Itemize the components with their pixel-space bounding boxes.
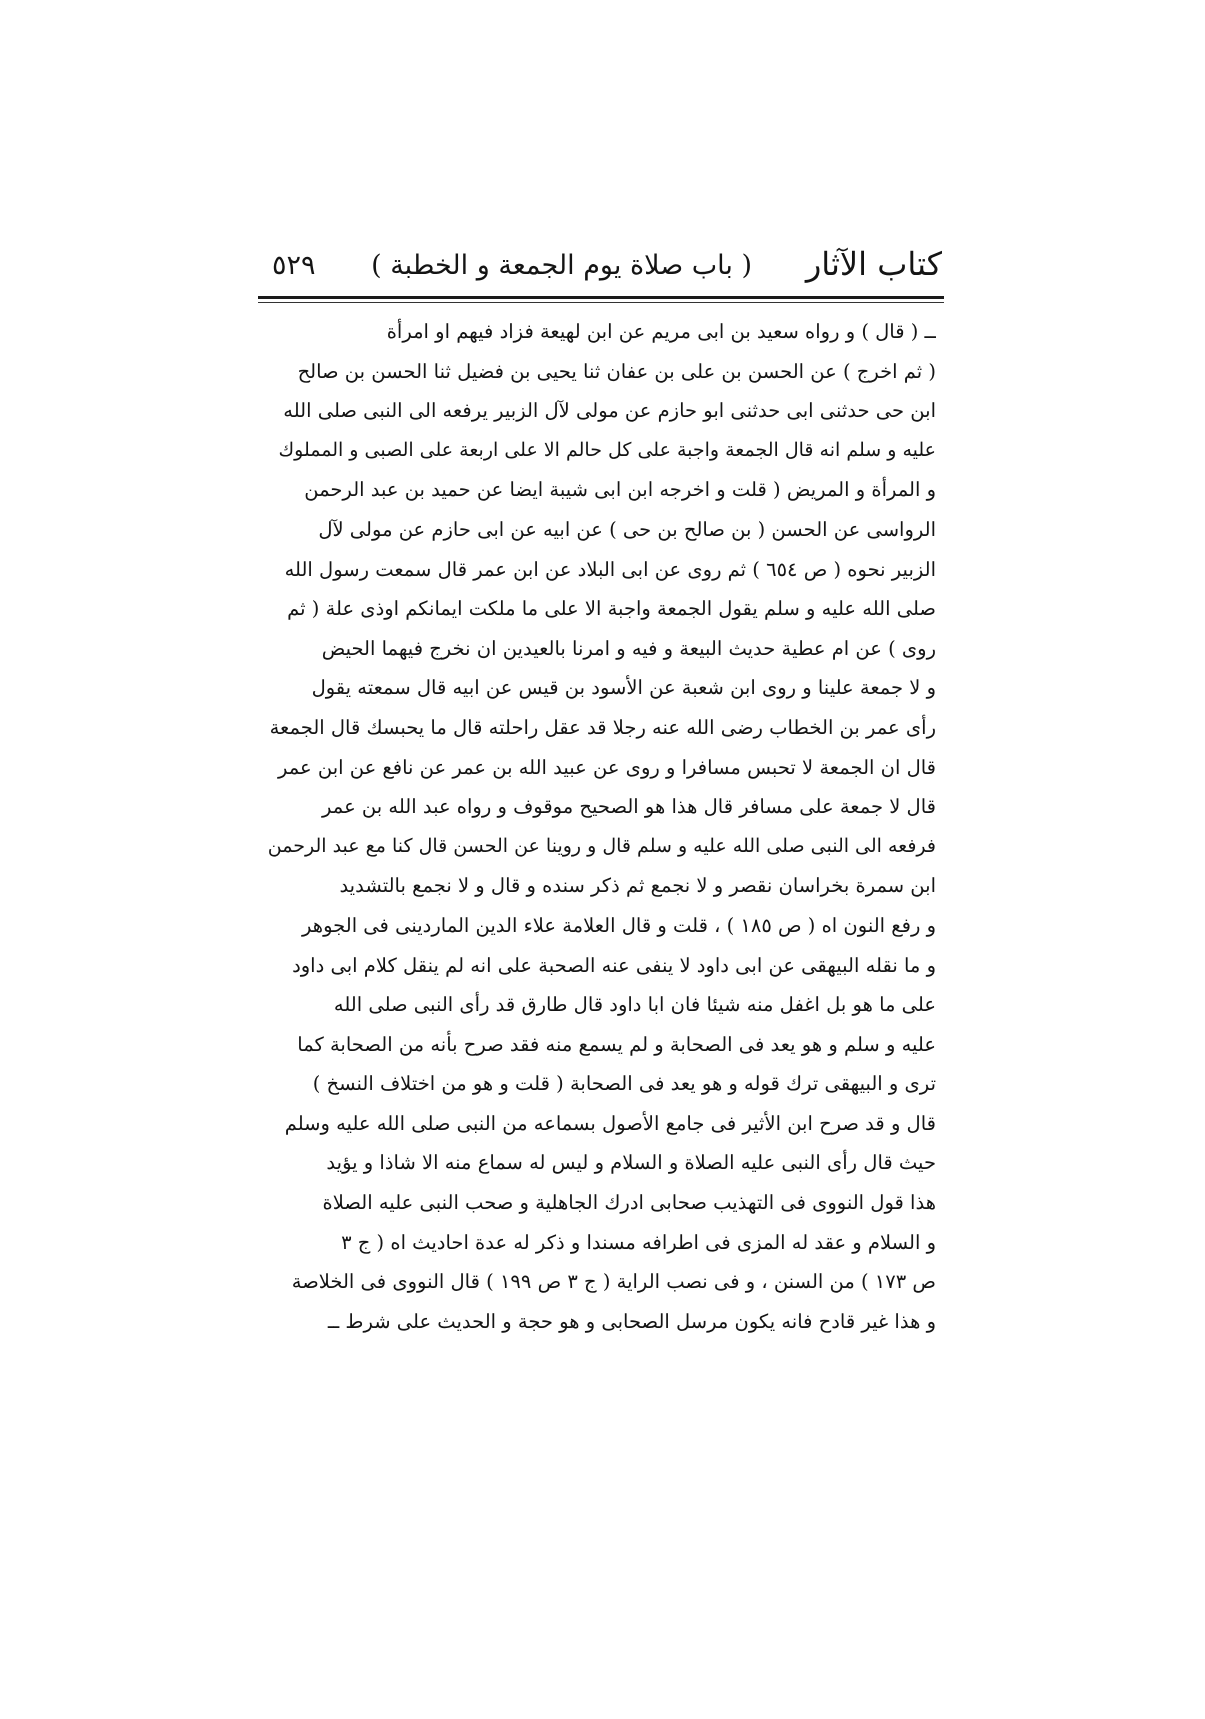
page-number: ٥٢٩: [272, 250, 316, 281]
text-line: الرواسى عن الحسن ( بن صالح بن حى ) عن ابيه عن ابى حازم عن مولى لآل: [318, 517, 936, 541]
text-line: و لا جمعة علينا و روى ابن شعبة عن الأسود بن قيس عن ابيه قال سمعته يقول: [311, 676, 936, 700]
text-line: الزبير نحوه ( ص ٦٥٤ ) ثم روى عن ابى البلاد عن ابن عمر قال سمعت رسول الله: [284, 557, 936, 581]
text-line: حيث قال رأى النبى عليه الصلاة و السلام و ليس له سماع منه الا شاذا و يؤيد: [326, 1151, 936, 1175]
text-line: روى ) عن ام عطية حديث البيعة و فيه و امرنا بالعيدين ان نخرج فيهما الحيض: [321, 636, 936, 660]
text-line: و ما نقله البيهقى عن ابى داود لا ينفى عنه الصحبة على انه لم ينقل كلام ابى داود: [292, 953, 936, 977]
header-rule-thin: [258, 302, 944, 303]
text-line: على ما هو بل اغفل منه شيئا فان ابا داود قال طارق قد رأى النبى صلى الله: [333, 993, 936, 1017]
text-line: و هذا غير قادح فانه يكون مرسل الصحابى و هو حجة و الحديث على شرط ــ: [327, 1309, 936, 1333]
text-line: قال لا جمعة على مسافر قال هذا هو الصحيح موقوف و رواه عبد الله بن عمر: [322, 795, 936, 819]
text-line: قال ان الجمعة لا تحبس مسافرا و روى عن عبيد الله بن عمر عن نافع عن ابن عمر: [277, 755, 936, 779]
text-line: و رفع النون اه ( ص ١٨٥ ) ، قلت و قال العلامة علاء الدين الماردينى فى الجوهر: [302, 913, 936, 937]
text-line: هذا قول النووى فى التهذيب صحابى ادرك الجاهلية و صحب النبى عليه الصلاة: [322, 1191, 936, 1215]
body-text: [264, 312, 936, 1341]
text-line: ص ١٧٣ ) من السنن ، و فى نصب الراية ( ج ٣ ص ١٩٩ ) قال النووى فى الخلاصة: [291, 1270, 936, 1294]
text-line: ابن سمرة بخراسان نقصر و لا نجمع ثم ذكر سنده و قال و لا نجمع بالتشديد: [339, 874, 936, 898]
text-line: ــ ( قال ) و رواه سعيد بن ابى مريم عن ابن لهيعة فزاد فيهم او امرأة: [386, 320, 936, 343]
text-line: ( ثم اخرج ) عن الحسن بن على بن عفان ثنا يحيى بن فضيل ثنا الحسن بن صالح: [297, 359, 936, 383]
text-line: فرفعه الى النبى صلى الله عليه و سلم قال و روينا عن الحسن قال كنا مع عبد الرحمن: [267, 834, 936, 857]
text-line: عليه و سلم و هو يعد فى الصحابة و لم يسمع منه فقد صرح بأنه من الصحابة كما: [297, 1032, 936, 1056]
header-rule: [258, 296, 944, 299]
text-line: صلى الله عليه و سلم يقول الجمعة واجبة الا على ما ملكت ايمانكم اوذى علة ( ثم: [287, 597, 936, 621]
text-line: عليه و سلم انه قال الجمعة واجبة على كل حالم الا على اربعة على الصبى و المملوك: [278, 438, 936, 461]
text-line: ابن حى حدثنى ابى حدثنى ابو حازم عن مولى لآل الزبير يرفعه الى النبى صلى الله: [283, 399, 936, 423]
text-line: رأى عمر بن الخطاب رضى الله عنه رجلا قد عقل راحلته قال ما يحبسك قال الجمعة: [269, 715, 936, 739]
text-line: ترى و البيهقى ترك قوله و هو يعد فى الصحابة ( قلت و هو من اختلاف النسخ ): [312, 1072, 936, 1096]
page-header: [262, 242, 942, 292]
text-line: قال و قد صرح ابن الأثير فى جامع الأصول بسماعه من النبى صلى الله عليه وسلم: [284, 1111, 936, 1135]
chapter-title: ( باب صلاة يوم الجمعة و الخطبة ): [371, 250, 752, 281]
book-title: كتاب الآثار: [805, 245, 942, 283]
text-line: و المرأة و المريض ( قلت و اخرجه ابن ابى شيبة ايضا عن حميد بن عبد الرحمن: [304, 478, 936, 502]
text-line: و السلام و عقد له المزى فى اطرافه مسندا و ذكر له عدة احاديث اه ( ج ٣: [341, 1230, 936, 1254]
